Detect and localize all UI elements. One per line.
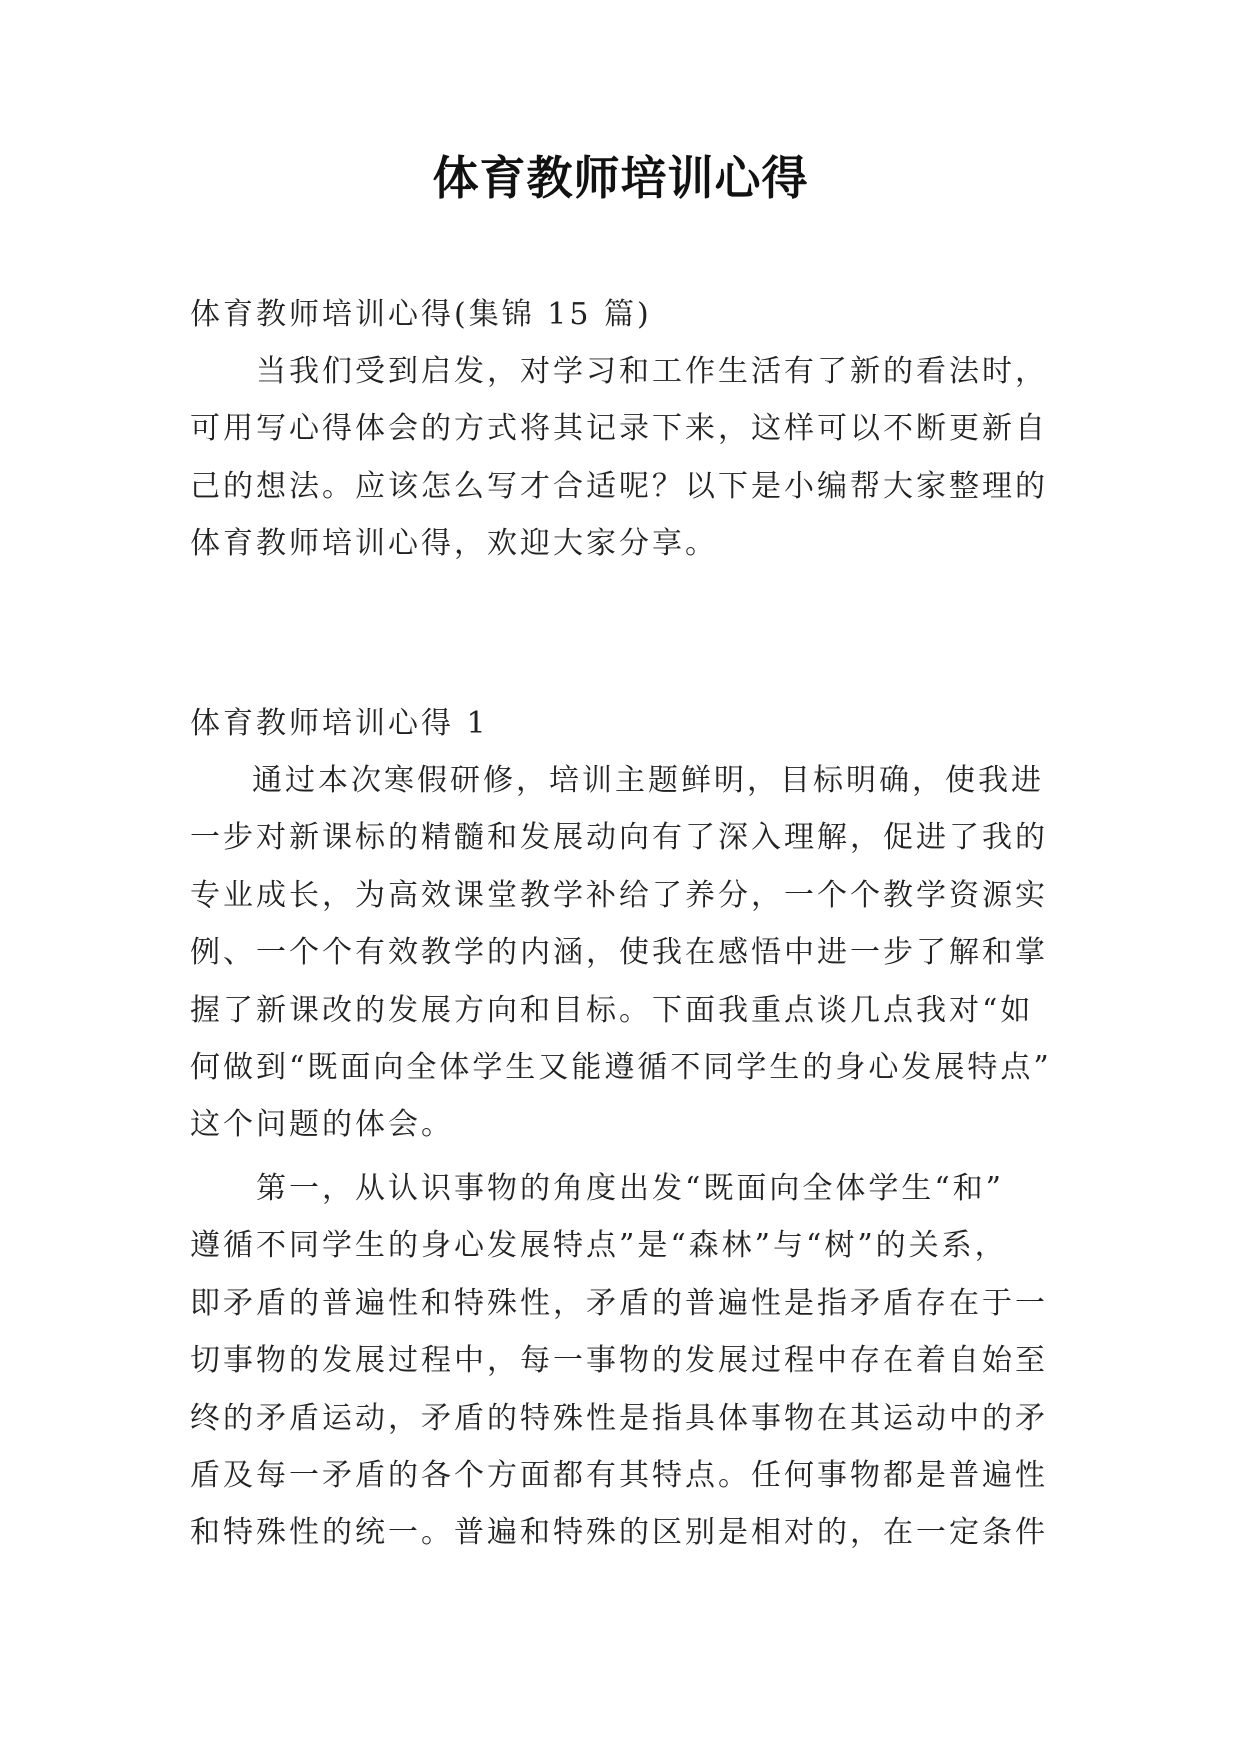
- paragraph-line: 这个问题的体会。: [190, 1107, 454, 1143]
- paragraph-line: 切事物的发展过程中，每一事物的发展过程中存在着自始至: [190, 1343, 1048, 1379]
- paragraph-line: 体育教师培训心得，欢迎大家分享。: [190, 526, 718, 562]
- body-paragraph-1: [190, 752, 1070, 1154]
- document-subtitle: [190, 286, 1070, 343]
- paragraph-line: 当我们受到启发，对学习和工作生活有了新的看法时，: [256, 354, 1048, 389]
- paragraph-line: 何做到“既面向全体学生又能遵循不同学生的身心发展特点”: [190, 1050, 1052, 1086]
- paragraph-line: 例、一个个有效教学的内涵，使我在感悟中进一步了解和掌: [190, 935, 1048, 971]
- paragraph-line: 遵循不同学生的身心发展特点”是“森林”与“树”的关系，: [190, 1228, 1008, 1264]
- paragraph-line: 一步对新课标的精髓和发展动向有了深入理解，促进了我的: [190, 820, 1048, 856]
- paragraph-line: 通过本次寒假研修，培训主题鲜明，目标明确，使我进: [252, 763, 1044, 798]
- paragraph-line: 可用写心得体会的方式将其记录下来，这样可以不断更新自: [190, 411, 1048, 447]
- section-heading-text: 体育教师培训心得 1: [190, 706, 489, 741]
- paragraph-line: 和特殊性的统一。普遍和特殊的区别是相对的，在一定条件: [190, 1515, 1048, 1551]
- intro-paragraph: [190, 343, 1070, 573]
- paragraph-line: 第一，从认识事物的角度出发“既面向全体学生“和”: [256, 1171, 1005, 1206]
- paragraph-line: 盾及每一矛盾的各个方面都有其特点。任何事物都是普遍性: [190, 1458, 1048, 1494]
- paragraph-line: 专业成长，为高效课堂教学补给了养分，一个个教学资源实: [190, 877, 1048, 913]
- page-title: 体育教师培训心得: [432, 151, 809, 205]
- paragraph-line: 终的矛盾运动，矛盾的特殊性是指具体事物在其运动中的矛: [190, 1400, 1048, 1436]
- body-paragraph-2: [190, 1160, 1070, 1562]
- paragraph-line: 握了新课改的发展方向和目标。下面我重点谈几点我对“如: [190, 992, 1034, 1028]
- subtitle-text: 体育教师培训心得(集锦 15 篇): [190, 297, 652, 332]
- paragraph-line: 即矛盾的普遍性和特殊性，矛盾的普遍性是指矛盾存在于一: [190, 1285, 1048, 1321]
- section-heading: [190, 695, 1070, 752]
- paragraph-line: 己的想法。应该怎么写才合适呢？以下是小编帮大家整理的: [190, 468, 1048, 504]
